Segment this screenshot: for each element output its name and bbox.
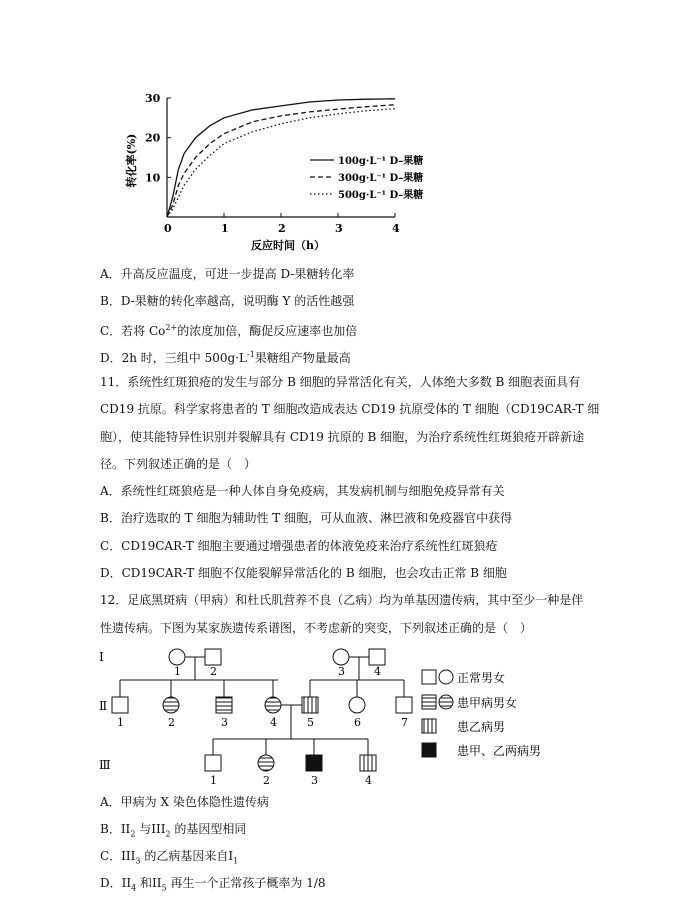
q12-d-s1: 4 — [131, 883, 137, 893]
x-axis-label: 反应时间（h） — [251, 239, 325, 252]
x-tick-label: 4 — [392, 222, 400, 235]
x-tick-label: 2 — [278, 222, 286, 235]
q12-c-t2: 的乙病基因来自I — [140, 849, 234, 863]
x-tick-label: 0 — [164, 222, 172, 235]
q10-option-d-sup: -1 — [246, 350, 255, 359]
legend-label-1: 100g·L⁻¹ D–果糖 — [338, 156, 424, 167]
legend-both: 患甲、乙两病男 — [457, 744, 542, 758]
i1-normal-female — [169, 649, 185, 665]
iii4-num: 4 — [365, 774, 372, 787]
ii7-normal-male — [396, 697, 412, 713]
y-axis-label: 转化率(%) — [125, 133, 138, 188]
q10-option-c-sup: 2+ — [165, 323, 178, 332]
i3-num: 3 — [338, 665, 345, 678]
ii6-num: 6 — [354, 716, 361, 729]
ii5-num: 5 — [307, 716, 314, 729]
x-tick-label: 1 — [221, 222, 229, 235]
q12-b-s2: 2 — [165, 829, 171, 839]
i4-num: 4 — [374, 665, 381, 678]
q12-option-d — [100, 876, 326, 895]
q12-b-t1: B．II — [100, 822, 131, 836]
q12-c-s2: 1 — [233, 856, 239, 866]
q12-stem-line2: 性遗传病。下图为某家族遗传系谱图，不考虑新的突变，下列叙述正确的是（ ） — [100, 621, 533, 635]
ii1-normal-male — [112, 697, 128, 713]
ii3-num: 3 — [221, 716, 228, 729]
q10-option-d-text2: 果糖组产物量最高 — [254, 351, 351, 365]
q12-option-a: A．甲病为 X 染色体隐性遗传病 — [100, 795, 269, 809]
q10-option-c-text2: 的浓度加倍，酶促反应速率也加倍 — [177, 324, 358, 338]
conversion-rate-chart — [120, 90, 440, 260]
i2-normal-male — [205, 649, 221, 665]
q12-b-s1: 2 — [130, 829, 136, 839]
ii5-yi-male — [302, 697, 318, 713]
q11-option-d: D．CD19CAR-T 细胞不仅能裂解异常活化的 B 细胞，也会攻击正常 B 细胞 — [100, 566, 507, 580]
i1-num: 1 — [174, 665, 181, 678]
legend-jia: 患甲病男女 — [457, 696, 518, 710]
ii2-jia-female — [163, 697, 179, 713]
q10-option-a: A．升高反应温度，可进一步提高 D-果糖转化率 — [100, 267, 355, 281]
q12-stem-line1: 12．足底黑斑病（甲病）和杜氏肌营养不良（乙病）均为单基因遗传病，其中至少一种是伴 — [100, 593, 584, 607]
q12-c-s1: 3 — [135, 856, 141, 866]
i3-normal-female — [333, 649, 349, 665]
q11-option-c: C．CD19CAR-T 细胞主要通过增强患者的体液免疫来治疗系统性红斑狼疮 — [100, 539, 498, 553]
q12-b-t3: 的基因型相同 — [170, 822, 247, 836]
ii6-normal-female — [349, 697, 365, 713]
legend-normal-male-icon — [422, 670, 436, 684]
iii2-jia-female — [258, 755, 274, 771]
iii1-normal-male — [205, 755, 221, 771]
iii1-num: 1 — [210, 774, 217, 787]
q12-b-t2: 与III — [135, 822, 166, 836]
legend-label-3: 500g·L⁻¹ D–果糖 — [338, 190, 424, 201]
q11-stem-line2: CD19 抗原。科学家将患者的 T 细胞改造成表达 CD19 抗原受体的 T 细胞（CD19CAR-T 细 — [100, 402, 600, 416]
legend-yi: 患乙病男 — [457, 720, 506, 734]
q10-option-d-text: D．2h 时，三组中 500g·L — [100, 351, 247, 365]
legend-label-2: 300g·L⁻¹ D–果糖 — [338, 173, 424, 184]
y-tick-label: 10 — [145, 171, 161, 185]
legend-yi-male-icon — [422, 719, 436, 733]
q11-option-a: A．系统性红斑狼疮是一种人体自身免疫病，其发病机制与细胞免疫异常有关 — [100, 484, 505, 498]
iii2-num: 2 — [263, 774, 270, 787]
legend-normal: 正常男女 — [457, 671, 506, 685]
pedigree-diagram — [95, 645, 565, 790]
q10-option-b: B．D-果糖的转化率越高，说明酶 Y 的活性越强 — [100, 294, 355, 308]
ii3-jia-male — [216, 697, 232, 713]
y-tick-label: 30 — [145, 92, 161, 105]
legend-normal-female-icon — [439, 670, 453, 684]
q11-stem-line3: 胞），使其能特异性识别并裂解具有 CD19 抗原的 B 细胞，为治疗系统性红斑狼疮开辟新途 — [100, 430, 585, 444]
q10-option-d — [100, 348, 351, 365]
legend-jia-female-icon — [439, 695, 453, 709]
gen-label-3: Ⅲ — [99, 758, 111, 772]
q11-stem-line1: 11．系统性红斑狼疮的发生与部分 B 细胞的异常活化有关，人体绝大多数 B 细胞表面具有 — [100, 375, 581, 389]
ii1-num: 1 — [117, 716, 124, 729]
q12-option-c — [100, 849, 238, 868]
q11-stem-line4: 径。下列叙述正确的是（ ） — [100, 457, 257, 471]
i2-num: 2 — [210, 665, 217, 678]
q12-d-s2: 5 — [161, 883, 167, 893]
q10-option-c-text: C．若将 Co — [100, 324, 166, 338]
q12-d-t3: 再生一个正常孩子概率为 1/8 — [166, 876, 326, 890]
i4-normal-male — [369, 649, 385, 665]
q11-option-b: B．治疗选取的 T 细胞为辅助性 T 细胞，可从血液、淋巴液和免疫器官中获得 — [100, 511, 513, 525]
ii7-num: 7 — [401, 716, 408, 729]
q12-d-t1: D．II — [100, 876, 132, 890]
gen-label-2: Ⅱ — [99, 699, 108, 713]
gen-label-1: Ⅰ — [99, 650, 104, 664]
ii2-num: 2 — [168, 716, 175, 729]
x-tick-label: 3 — [335, 222, 343, 235]
q12-d-t2: 和II — [136, 876, 162, 890]
legend-jia-male-icon — [422, 695, 436, 709]
q12-c-t1: C．III — [100, 849, 136, 863]
q12-option-b — [100, 822, 246, 841]
iii3-num: 3 — [311, 774, 318, 787]
ii4-num: 4 — [270, 716, 277, 729]
legend-both-male-icon — [422, 743, 436, 757]
iii4-yi-male — [360, 755, 376, 771]
ii4-jia-female — [265, 697, 281, 713]
y-tick-label: 20 — [145, 131, 161, 145]
q10-option-c — [100, 321, 357, 338]
iii3-both-male — [306, 755, 322, 771]
